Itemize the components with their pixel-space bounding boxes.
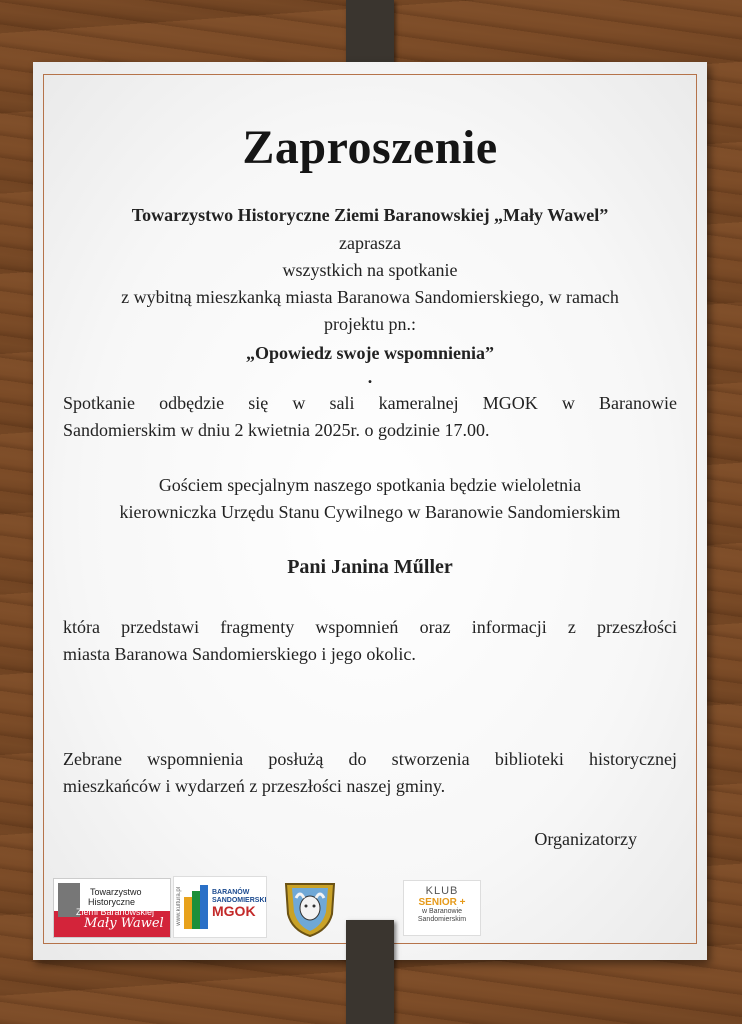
towarzystwo-logo: Towarzystwo Historyczne Ziemi Baranowskiej Mały Wawel (53, 878, 171, 938)
resident-text-2: projektu pn.: (324, 314, 416, 334)
signature: Organizatorzy (534, 829, 637, 849)
klub-senior-logo: KLUB SENIOR + w Baranowie Sandomierskim (403, 880, 481, 936)
mgok-logo: www.kultura.pl BARANÓW SANDOMIERSKI MGOK (173, 876, 267, 938)
venue-text-1: Spotkanie odbędzie się w sali kameralnej MGOK w Baranowie (63, 393, 677, 413)
invitation-paper (33, 62, 707, 960)
venue-text-2: Sandomierskim w dniu 2 kwietnia 2025r. o godzinie 17.00. (63, 420, 490, 440)
separator-dot: . (367, 367, 373, 387)
bottom-clip (346, 920, 394, 1024)
crest-icon (282, 878, 338, 938)
meeting-text: wszystkich na spotkanie (282, 260, 458, 280)
resident-text-1: z wybitną mieszkanką miasta Baranowa Sandomierskiego, w ramach (121, 287, 619, 307)
guest-name: Pani Janina Műller (287, 556, 453, 578)
collected-text-1: Zebrane wspomnienia posłużą do stworzenia biblioteki historycznej (63, 749, 677, 769)
guest-text-1: Gościem specjalnym naszego spotkania będzie wieloletnia (158, 475, 582, 495)
guest-text-2: kierowniczka Urzędu Stanu Cywilnego w Baranowie Sandomierskim (119, 502, 621, 522)
presentation-text-1: która przedstawi fragmenty wspomnień oraz informacji z przeszłości (63, 617, 677, 637)
project-name: „Opowiedz swoje wspomnienia” (245, 343, 494, 363)
invitation-title: Zaproszenie (242, 121, 498, 174)
presentation-text-2: miasta Baranowa Sandomierskiego i jego okolic. (63, 644, 416, 664)
invites-text: zaprasza (339, 233, 401, 253)
organization-name: Towarzystwo Historyczne Ziemi Baranowskiej „Mały Wawel” (131, 205, 609, 225)
collected-text-2: mieszkańców i wydarzeń z przeszłości naszej gminy. (63, 776, 446, 796)
